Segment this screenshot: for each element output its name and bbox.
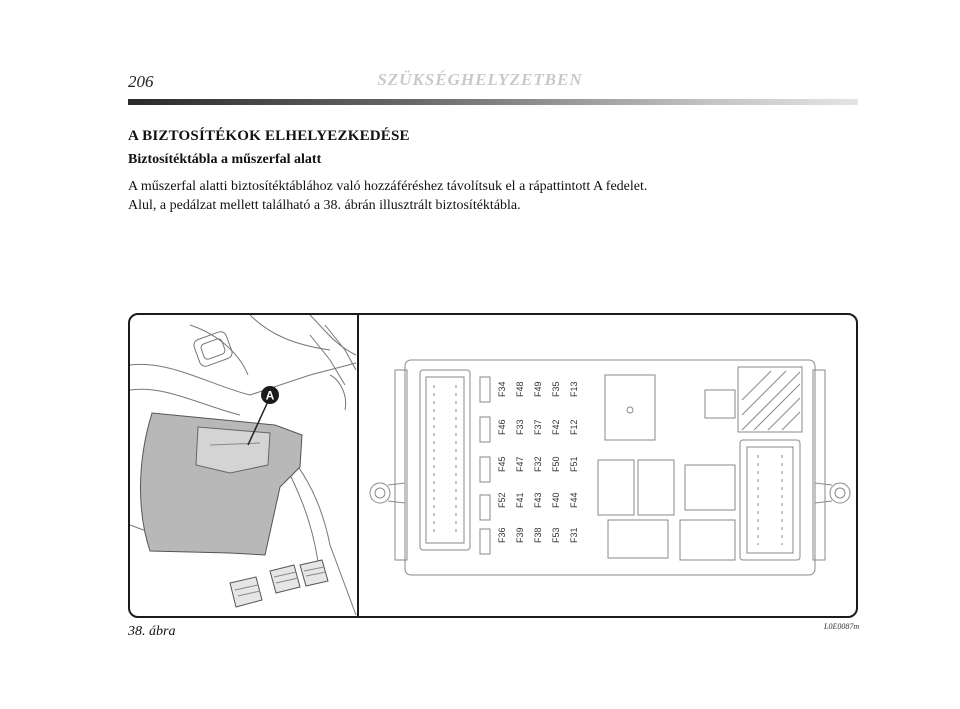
fuse-label: F13	[569, 381, 579, 397]
fuse-label: F48	[515, 381, 525, 397]
fuse-label: F49	[533, 381, 543, 397]
header-rule	[128, 99, 858, 105]
fuse-label: F33	[515, 419, 525, 435]
fuse-label: F35	[551, 381, 561, 397]
fuse-label: F52	[497, 492, 507, 508]
fuse-column	[497, 381, 507, 397]
page-number: 206	[128, 72, 154, 91]
figure-frame	[128, 313, 858, 618]
fuse-label: F44	[569, 492, 579, 508]
body-paragraph	[128, 177, 858, 215]
fuse-label: F34	[497, 381, 507, 397]
fuse-label: F45	[497, 456, 507, 472]
fuse-label: F38	[533, 527, 543, 543]
fuse-label: F51	[569, 456, 579, 472]
body-line-2: Alul, a pedálzat mellett található a 38. ábrán illusztrált biztosítéktábla.	[128, 198, 521, 213]
fuse-label: F46	[497, 419, 507, 435]
fuse-cover-a	[141, 413, 303, 555]
fuse-label: F37	[533, 419, 543, 435]
callout-a-label: A	[265, 388, 275, 403]
fuse-label: F53	[551, 527, 561, 543]
figure-code: L0E0087m	[824, 622, 860, 631]
fuse-label: F47	[515, 456, 525, 472]
fuse-label: F41	[515, 492, 525, 508]
fuse-label: F43	[533, 492, 543, 508]
section-header: SZÜKSÉGHELYZETBEN	[377, 70, 583, 89]
fuse-box-illustration	[130, 315, 856, 616]
section-subtitle: Biztosítéktábla a műszerfal alatt	[128, 152, 322, 167]
fuse-label: F32	[533, 456, 543, 472]
fuse-label: F50	[551, 456, 561, 472]
fuse-label: F31	[569, 527, 579, 543]
fuse-label: F12	[569, 419, 579, 435]
fuse-label: F36	[497, 527, 507, 543]
fuse-label: F39	[515, 527, 525, 543]
figure-caption: 38. ábra	[128, 624, 176, 639]
pedals	[230, 560, 328, 607]
fuse-box	[370, 360, 850, 575]
section-title: A BIZTOSÍTÉKOK ELHELYEZKEDÉSE	[128, 128, 410, 144]
body-line-1: A műszerfal alatti biztosítéktáblához való hozzáféréshez távolítsuk el a rápattintott A fedelet.	[128, 179, 648, 194]
fuse-label: F42	[551, 419, 561, 435]
fuse-grid	[497, 381, 579, 543]
fuse-label: F40	[551, 492, 561, 508]
